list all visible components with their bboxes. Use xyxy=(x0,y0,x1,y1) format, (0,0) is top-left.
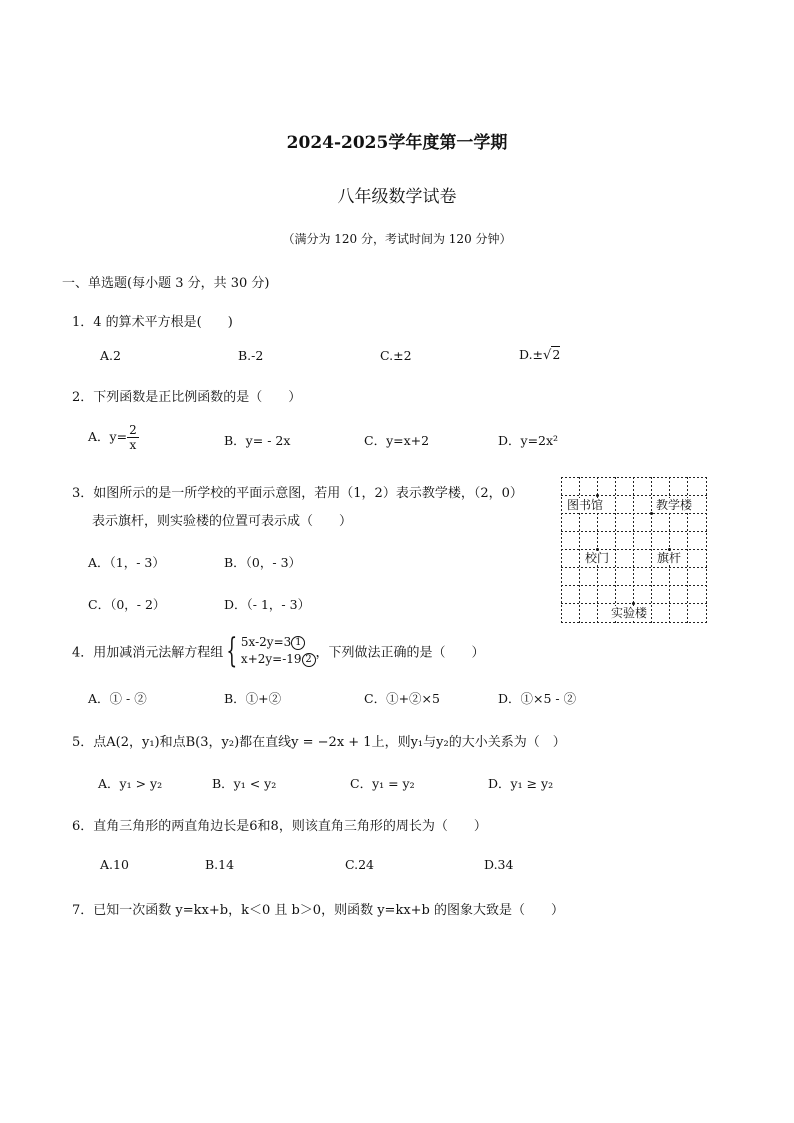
q2-fraction xyxy=(127,423,139,452)
section-heading: 一、单选题(每小题 3 分，共 30 分) xyxy=(62,276,270,291)
q2-option-a xyxy=(88,423,139,452)
q1-option-d-prefix: D.± xyxy=(519,347,544,362)
equation-2: x+2y=-19 xyxy=(240,652,302,666)
q1-option-a: A.2 xyxy=(100,348,121,363)
q1-stem: 1．4 的算术平方根是( ) xyxy=(72,315,233,330)
q6-option-b: B.14 xyxy=(205,857,235,872)
exam-title: 2024-2025学年度第一学期 xyxy=(286,133,508,153)
q3-option-a: A．（1，- 3） xyxy=(88,555,165,570)
q2-option-b: B．y= - 2x xyxy=(224,433,291,448)
q1-option-d-radicand: 2 xyxy=(552,347,561,362)
q5-option-b: B．y₁ < y₂ xyxy=(212,776,277,791)
exam-note: （满分为 120 分，考试时间为 120 分钟） xyxy=(282,232,512,246)
q6-stem: 6．直角三角形的两直角边长是6和8，则该直角三角形的周长为（ ） xyxy=(72,819,487,834)
q2-fraction-numerator: 2 xyxy=(129,423,137,437)
q2-option-d: D．y=2x² xyxy=(498,433,559,448)
q5-option-c: C．y₁ = y₂ xyxy=(350,776,415,791)
map-label-school-gate: 校门 xyxy=(585,551,610,565)
q3-option-c: C．（0，- 2） xyxy=(88,597,166,612)
q1-option-b: B.-2 xyxy=(238,348,264,363)
q3-stem-line1: 3．如图所示的是一所学校的平面示意图，若用（1，2）表示教学楼，（2，0） xyxy=(72,486,523,501)
q4-stem-suffix: ，下列做法正确的是（ ） xyxy=(315,645,485,661)
equation-2-mark: 2 xyxy=(302,653,316,667)
q4-stem xyxy=(72,631,485,671)
q1-option-d xyxy=(519,346,560,363)
q6-option-a: A.10 xyxy=(100,857,129,872)
map-label-library: 图书馆 xyxy=(567,498,604,512)
exam-subtitle: 八年级数学试卷 xyxy=(337,187,457,207)
map-label-lab-building: 实验楼 xyxy=(611,606,648,620)
q2-option-a-prefix: A．y= xyxy=(88,429,128,444)
q4-option-d: D．①×5 - ② xyxy=(498,691,577,706)
equation-system xyxy=(223,631,315,671)
q2-fraction-denominator: x xyxy=(129,438,137,452)
q3-option-d: D．（- 1，- 3） xyxy=(224,597,311,612)
map-label-teaching-building: 教学楼 xyxy=(656,498,693,512)
q7-stem: 7．已知一次函数 y=kx+b，k＜0 且 b＞0，则函数 y=kx+b 的图象大致是（ ） xyxy=(72,903,564,918)
equation-1: 5x-2y=3 xyxy=(240,635,292,649)
map-label-flagpole: 旗杆 xyxy=(657,551,682,565)
school-map xyxy=(561,477,707,623)
sqrt-symbol: √ xyxy=(543,348,552,363)
q5-stem: 5．点A(2，y₁)和点B(3，y₂)都在直线y = −2x + 1上，则y₁与y₂的大小关系为（ ） xyxy=(72,735,566,750)
q2-stem: 2．下列函数是正比例函数的是（ ） xyxy=(72,390,302,405)
q1-option-c: C.±2 xyxy=(380,348,412,363)
q2-option-c: C．y=x+2 xyxy=(364,433,430,448)
q4-option-c: C．①+②×5 xyxy=(364,691,440,706)
q4-stem-prefix: 4．用加减消元法解方程组 xyxy=(72,645,224,661)
q5-option-a: A．y₁ > y₂ xyxy=(98,776,163,791)
q6-option-c: C.24 xyxy=(345,857,374,872)
q4-option-a: A．① - ② xyxy=(88,691,147,706)
q4-option-b: B．①+② xyxy=(224,691,282,706)
equation-1-mark: 1 xyxy=(291,636,305,650)
brace-symbol: { xyxy=(226,631,238,671)
q5-option-d: D．y₁ ≥ y₂ xyxy=(488,776,554,791)
q3-option-b: B．（0，- 3） xyxy=(224,555,302,570)
q6-option-d: D.34 xyxy=(484,857,514,872)
q3-stem-line2: 表示旗杆，则实验楼的位置可表示成（ ） xyxy=(92,514,353,529)
